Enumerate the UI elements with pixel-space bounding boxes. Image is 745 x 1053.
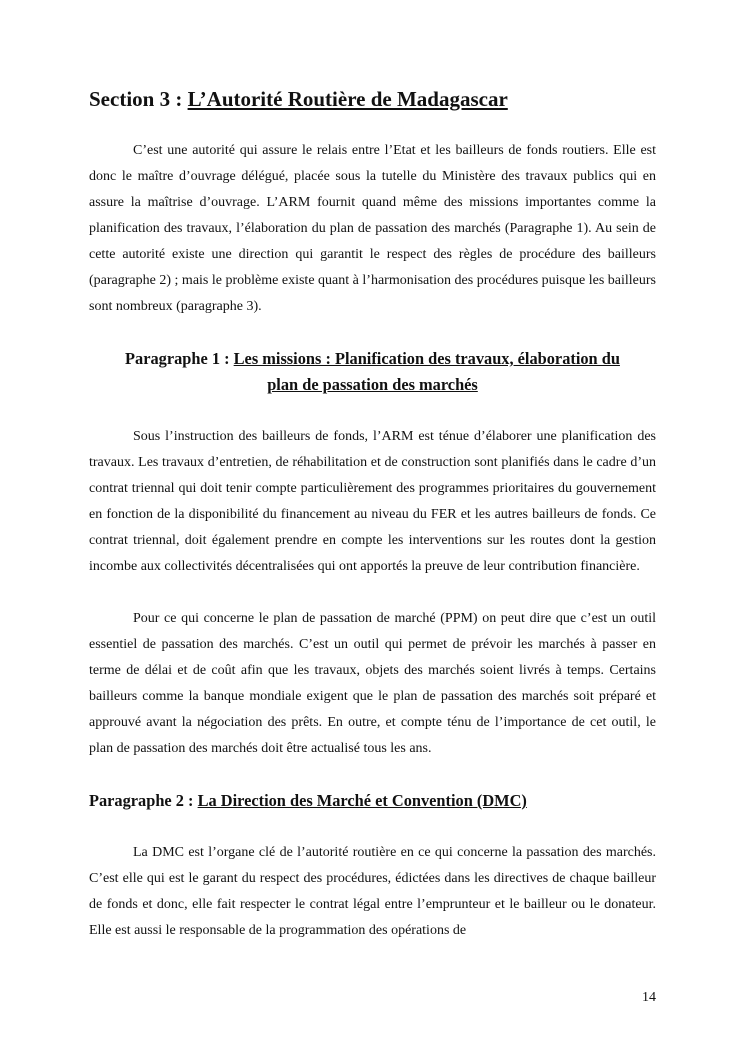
section-3-prefix: Section 3 : bbox=[89, 87, 188, 111]
paragraph-2-text-1: La DMC est l’organe clé de l’autorité routière en ce qui concerne la passation des marchés. C’est elle qui est le garant du respect des procédures, édictées dans les directives de chaque bailleur de fonds et donc, elle fait respecter le contrat légal entre l’emprunteur et le bailleur ou le donateur. Elle est aussi le responsable de la programmation des opérations de bbox=[89, 845, 656, 938]
paragraph-1-heading bbox=[89, 346, 656, 398]
paragraph-1-text-2: Pour ce qui concerne le plan de passation de marché (PPM) on peut dire que c’est un outil essentiel de passation des marchés. C’est un outil qui permet de prévoir les marchés à passer en terme de délai et de coût afin que les travaux, objets des marchés soient livrés à temps. Certains bailleurs comme la banque mondiale exigent que le plan de passation des marchés soit préparé et approuvé avant la négociation des prêts. En outre, et compte ténu de l’importance de cet outil, le plan de passation des marchés doit être actualisé tous les ans. bbox=[89, 611, 656, 756]
paragraph-2-title: La Direction des Marché et Convention (DMC) bbox=[197, 791, 527, 810]
page-number: 14 bbox=[642, 990, 656, 1005]
paragraph-2-prefix: Paragraphe 2 : bbox=[89, 791, 198, 810]
section-3-title: L’Autorité Routière de Madagascar bbox=[187, 87, 508, 111]
paragraph-1-prefix: Paragraphe 1 : bbox=[125, 349, 234, 368]
paragraph-2-heading bbox=[89, 788, 656, 814]
section-3-heading bbox=[89, 86, 656, 112]
paragraph-1-text-1: Sous l’instruction des bailleurs de fonds, l’ARM est ténue d’élaborer une planification des travaux. Les travaux d’entretien, de réhabilitation et de construction sont planifiés dans le cadre d’un contrat triennal qui doit tenir compte particulièrement des programmes prioritaires du gouvernement en fonction de la disponibilité du financement au niveau du FER et les autres bailleurs de fonds. Ce contrat triennal, doit également prendre en compte les interventions sur les routes dont la gestion incombe aux collectivités décentralisées qui ont apportés la preuve de leur contribution financière. bbox=[89, 429, 656, 574]
document-page bbox=[89, 86, 656, 944]
paragraph-1-title: Les missions : Planification des travaux, élaboration du plan de passation des marchés bbox=[233, 349, 620, 394]
intro-paragraph: C’est une autorité qui assure le relais entre l’Etat et les bailleurs de fonds routiers. Elle est donc le maître d’ouvrage délégué, placée sous la tutelle du Ministère des travaux publics qui en assure la maîtrise d’ouvrage. L’ARM fournit quand même des missions importantes comme la planification des travaux, l’élaboration du plan de passation des marchés (Paragraphe 1). Au sein de cette autorité existe une direction qui garantit le respect des règles de procédure des bailleurs (paragraphe 2) ; mais le problème existe quant à l’harmonisation des procédures puisque les bailleurs sont nombreux (paragraphe 3). bbox=[89, 143, 656, 314]
